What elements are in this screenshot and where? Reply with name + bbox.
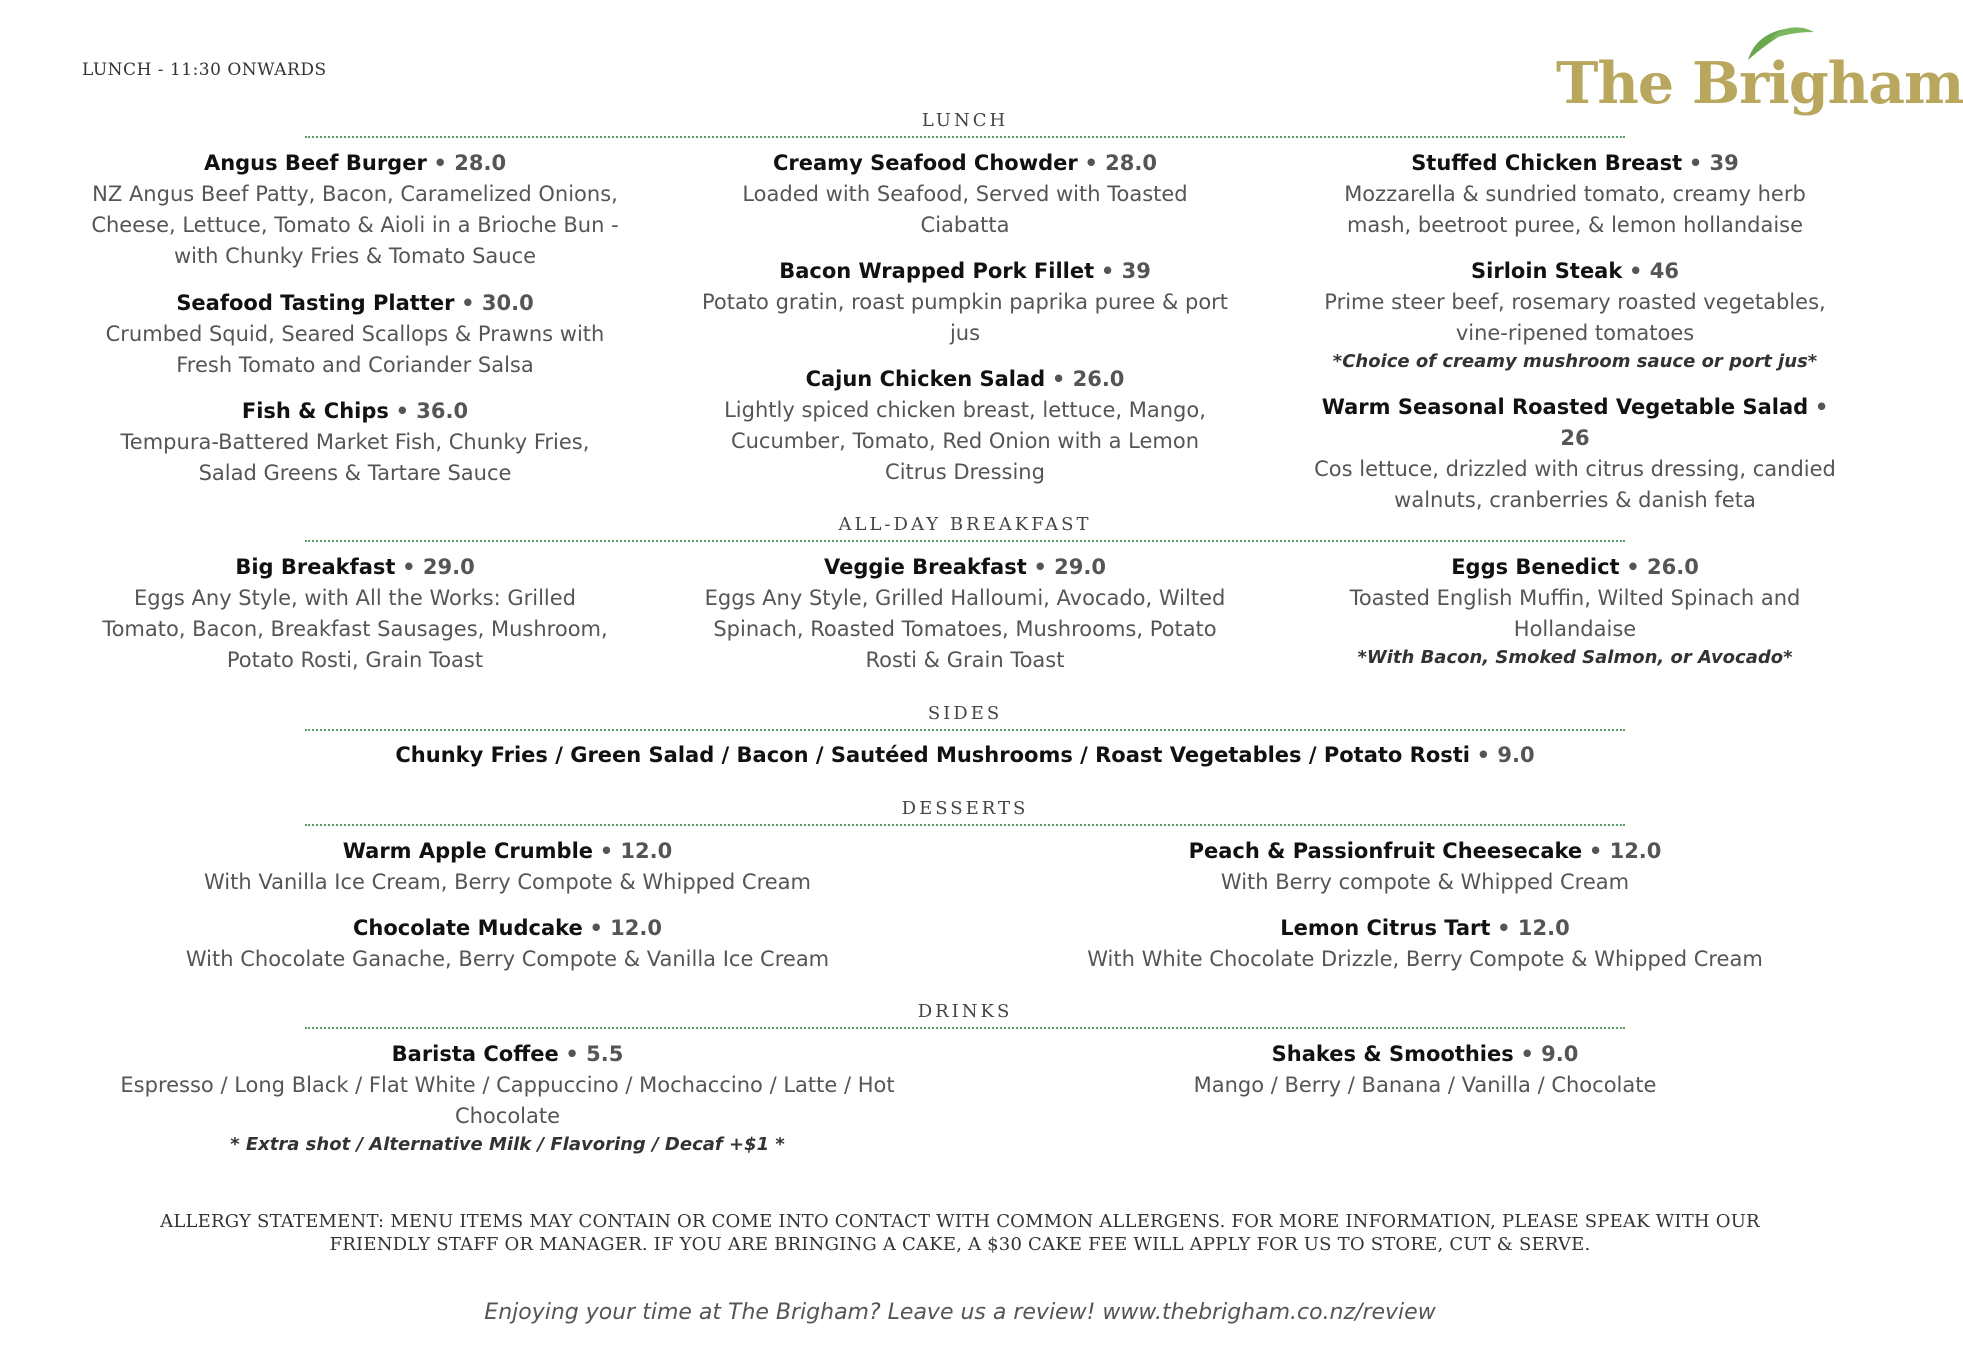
item-description: Potato gratin, roast pumpkin paprika puree & port jus: [701, 290, 1229, 345]
menu-item: [90, 288, 620, 381]
item-description: With Berry compote & Whipped Cream: [1220, 870, 1630, 894]
menu-item: [1030, 836, 1820, 898]
item-description: Lightly spiced chicken breast, lettuce, Mango, Cucumber, Tomato, Red Onion with a Lemon Citrus Dressing: [724, 398, 1206, 484]
section-divider: [305, 824, 1625, 826]
section-desserts-heading: DESSERTS: [901, 798, 1029, 819]
leaf-icon: [1740, 22, 1820, 62]
menu-item: [700, 148, 1230, 241]
item-price: • 29.0: [1033, 555, 1106, 579]
item-price: • 12.0: [1588, 839, 1662, 863]
menu-item: [110, 1039, 905, 1158]
menu-item: [700, 364, 1230, 488]
item-description: With Chocolate Ganache, Berry Compote & Vanilla Ice Cream: [185, 947, 830, 971]
review-prompt: Enjoying your time at The Brigham? Leave us a review! www.thebrigham.co.nz/review: [484, 1300, 1436, 1325]
item-name: Warm Apple Crumble: [342, 839, 594, 863]
logo-text: The Brigham: [1556, 50, 1963, 117]
menu-item: [90, 148, 620, 272]
item-price: • 12.0: [599, 839, 673, 863]
item-description: Crumbed Squid, Seared Scallops & Prawns with Fresh Tomato and Coriander Salsa: [105, 322, 605, 377]
item-price: • 39: [1100, 259, 1151, 283]
section-sides-heading: SIDES: [927, 703, 1003, 724]
section-divider: [305, 1027, 1625, 1029]
item-name: Chunky Fries / Green Salad / Bacon / Sautéed Mushrooms / Roast Vegetables / Potato Rosti: [395, 743, 1470, 767]
menu-item: [90, 396, 620, 489]
item-name: Stuffed Chicken Breast: [1411, 151, 1683, 175]
item-description: Eggs Any Style, Grilled Halloumi, Avocado, Wilted Spinach, Roasted Tomatoes, Mushrooms, Potato Rosti & Grain Toast: [704, 586, 1226, 672]
menu-item: [1310, 392, 1840, 516]
item-name: Barista Coffee: [391, 1042, 559, 1066]
menu-item: [90, 552, 620, 676]
item-name: Sirloin Steak: [1471, 259, 1623, 283]
item-name: Bacon Wrapped Pork Fillet: [779, 259, 1095, 283]
item-description: With Vanilla Ice Cream, Berry Compote & Whipped Cream: [203, 870, 811, 894]
menu-item: [110, 836, 905, 898]
item-name: Angus Beef Burger: [203, 151, 427, 175]
item-note: *With Bacon, Smoked Salmon, or Avocado*: [1357, 647, 1793, 668]
item-description: Toasted English Muffin, Wilted Spinach and Hollandaise: [1349, 586, 1801, 641]
item-description: Mozzarella & sundried tomato, creamy herb mash, beetroot puree, & lemon hollandaise: [1344, 182, 1806, 237]
item-price: • 28.0: [1084, 151, 1157, 175]
item-note: * Extra shot / Alternative Milk / Flavoring / Decaf +$1 *: [230, 1134, 785, 1155]
item-description: Cos lettuce, drizzled with citrus dressing, candied walnuts, cranberries & danish feta: [1314, 457, 1836, 512]
item-price: • 39: [1688, 151, 1739, 175]
item-price: • 26.0: [1626, 555, 1699, 579]
item-description: Mango / Berry / Banana / Vanilla / Chocolate: [1193, 1073, 1657, 1097]
section-lunch-heading: LUNCH: [921, 110, 1009, 131]
item-price: • 30.0: [461, 291, 534, 315]
item-price: • 36.0: [395, 399, 469, 423]
sides-list: [305, 740, 1625, 771]
item-name: Chocolate Mudcake: [352, 916, 583, 940]
item-name: Fish & Chips: [241, 399, 389, 423]
item-name: Cajun Chicken Salad: [805, 367, 1046, 391]
item-name: Eggs Benedict: [1451, 555, 1620, 579]
item-price: • 26.0: [1051, 367, 1125, 391]
item-description: Prime steer beef, rosemary roasted vegetables, vine-ripened tomatoes: [1324, 290, 1826, 345]
item-name: Lemon Citrus Tart: [1280, 916, 1491, 940]
menu-item: [700, 256, 1230, 349]
menu-item: [110, 913, 905, 975]
item-price: • 12.0: [589, 916, 662, 940]
item-name: Veggie Breakfast: [824, 555, 1027, 579]
item-note: *Choice of creamy mushroom sauce or port jus*: [1332, 351, 1818, 372]
item-description: Loaded with Seafood, Served with Toasted Ciabatta: [742, 182, 1188, 237]
item-name: Shakes & Smoothies: [1271, 1042, 1514, 1066]
section-breakfast-heading: ALL-DAY BREAKFAST: [838, 514, 1092, 535]
item-name: Warm Seasonal Roasted Vegetable Salad: [1321, 395, 1809, 419]
menu-item: [1030, 1039, 1820, 1101]
item-name: Creamy Seafood Chowder: [773, 151, 1078, 175]
allergy-statement: ALLERGY STATEMENT: MENU ITEMS MAY CONTAIN OR COME INTO CONTACT WITH COMMON ALLERGENS. FOR MORE INFORMATION, PLEASE SPEAK WITH OUR FRIENDLY STAFF OR MANAGER. IF YOU ARE BRINGING A CAKE, A $30 CAKE FEE WILL APPLY FOR US TO STORE, CUT & SERVE.: [160, 1211, 1760, 1255]
item-price: • 29.0: [402, 555, 475, 579]
menu-item: [1030, 913, 1820, 975]
item-price: • 9.0: [1520, 1042, 1579, 1066]
item-name: Seafood Tasting Platter: [176, 291, 455, 315]
section-divider: [305, 540, 1625, 542]
item-price: • 46: [1629, 259, 1679, 283]
item-description: Espresso / Long Black / Flat White / Cappuccino / Mochaccino / Latte / Hot Chocolate: [120, 1073, 895, 1128]
item-price: • 12.0: [1497, 916, 1570, 940]
item-name: Big Breakfast: [235, 555, 396, 579]
menu-item: [1310, 552, 1840, 671]
item-description: NZ Angus Beef Patty, Bacon, Caramelized Onions, Cheese, Lettuce, Tomato & Aioli in a Brioche Bun - with Chunky Fries & Tomato Sauce: [91, 182, 619, 268]
section-drinks-heading: DRINKS: [917, 1001, 1013, 1022]
service-time-label: LUNCH - 11:30 ONWARDS: [82, 60, 327, 80]
menu-item: [1310, 256, 1840, 375]
item-description: With White Chocolate Drizzle, Berry Compote & Whipped Cream: [1087, 947, 1763, 971]
item-price: • 26: [1560, 395, 1829, 450]
brand-logo: [1550, 22, 1963, 122]
item-price: • 9.0: [1476, 743, 1535, 767]
menu-item: [1310, 148, 1840, 241]
section-divider: [305, 729, 1625, 731]
item-description: Tempura-Battered Market Fish, Chunky Fries, Salad Greens & Tartare Sauce: [120, 430, 590, 485]
item-price: • 5.5: [565, 1042, 624, 1066]
item-description: Eggs Any Style, with All the Works: Grilled Tomato, Bacon, Breakfast Sausages, Mushroom, Potato Rosti, Grain Toast: [102, 586, 608, 672]
menu-item: [700, 552, 1230, 676]
section-divider: [305, 136, 1625, 138]
item-name: Peach & Passionfruit Cheesecake: [1188, 839, 1583, 863]
item-price: • 28.0: [433, 151, 507, 175]
